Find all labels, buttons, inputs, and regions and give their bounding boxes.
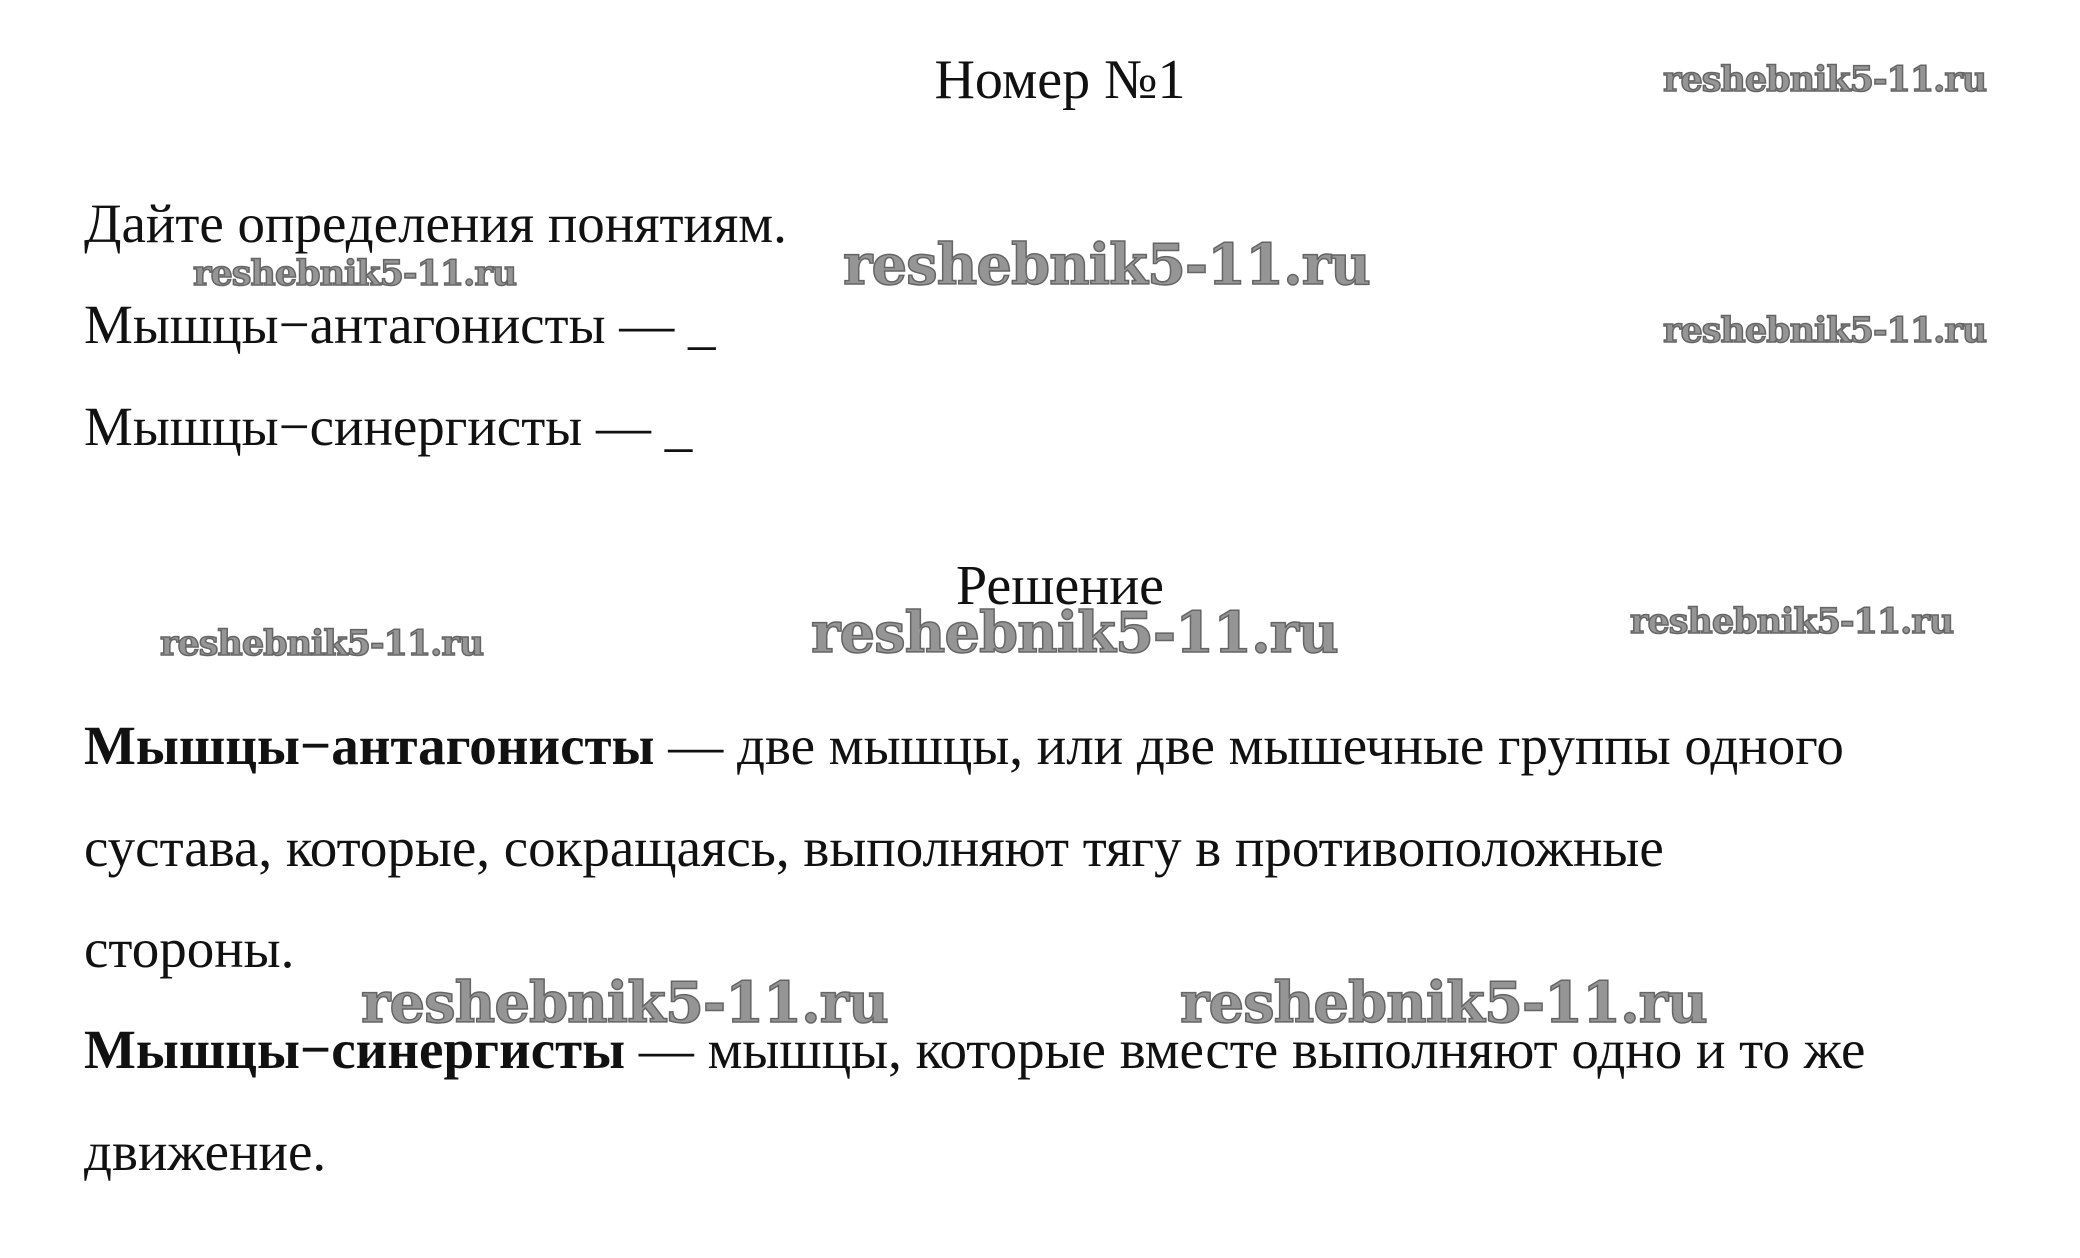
task-instruction: Дайте определения понятиям. bbox=[84, 193, 787, 254]
solution-p1-line1 bbox=[84, 715, 1844, 776]
watermark: reshebnik5-11.ru bbox=[1663, 310, 1987, 351]
watermark: reshebnik5-11.ru bbox=[193, 253, 517, 294]
term-synergists: Мышцы−синергисты bbox=[84, 1019, 626, 1080]
definition-antagonists-part1: — две мышцы, или две мышечные группы одного bbox=[654, 715, 1844, 776]
solution-p1-line3: стороны. bbox=[84, 918, 295, 979]
watermark: reshebnik5-11.ru bbox=[811, 600, 1338, 666]
task-line-antagonists: Мышцы−антагонисты — _ bbox=[84, 294, 716, 355]
term-antagonists: Мышцы−антагонисты bbox=[84, 715, 655, 776]
watermark: reshebnik5-11.ru bbox=[361, 970, 888, 1036]
watermark: reshebnik5-11.ru bbox=[1180, 970, 1707, 1036]
solution-p2-line2: движение. bbox=[84, 1121, 327, 1182]
page-title: Номер №1 bbox=[934, 49, 1186, 111]
solution-p1-line2: сустава, которые, сокращаясь, выполняют тягу в противоположные bbox=[84, 817, 1664, 878]
watermark: reshebnik5-11.ru bbox=[843, 232, 1370, 298]
watermark: reshebnik5-11.ru bbox=[1630, 601, 1954, 642]
task-line-synergists: Мышцы−синергисты — _ bbox=[84, 396, 693, 457]
watermark: reshebnik5-11.ru bbox=[160, 623, 484, 664]
watermark: reshebnik5-11.ru bbox=[1663, 59, 1987, 100]
definition-synergists-part1: — мышцы, которые вместе выполняют одно и то же bbox=[625, 1019, 1866, 1080]
solution-heading: Решение bbox=[955, 555, 1165, 617]
